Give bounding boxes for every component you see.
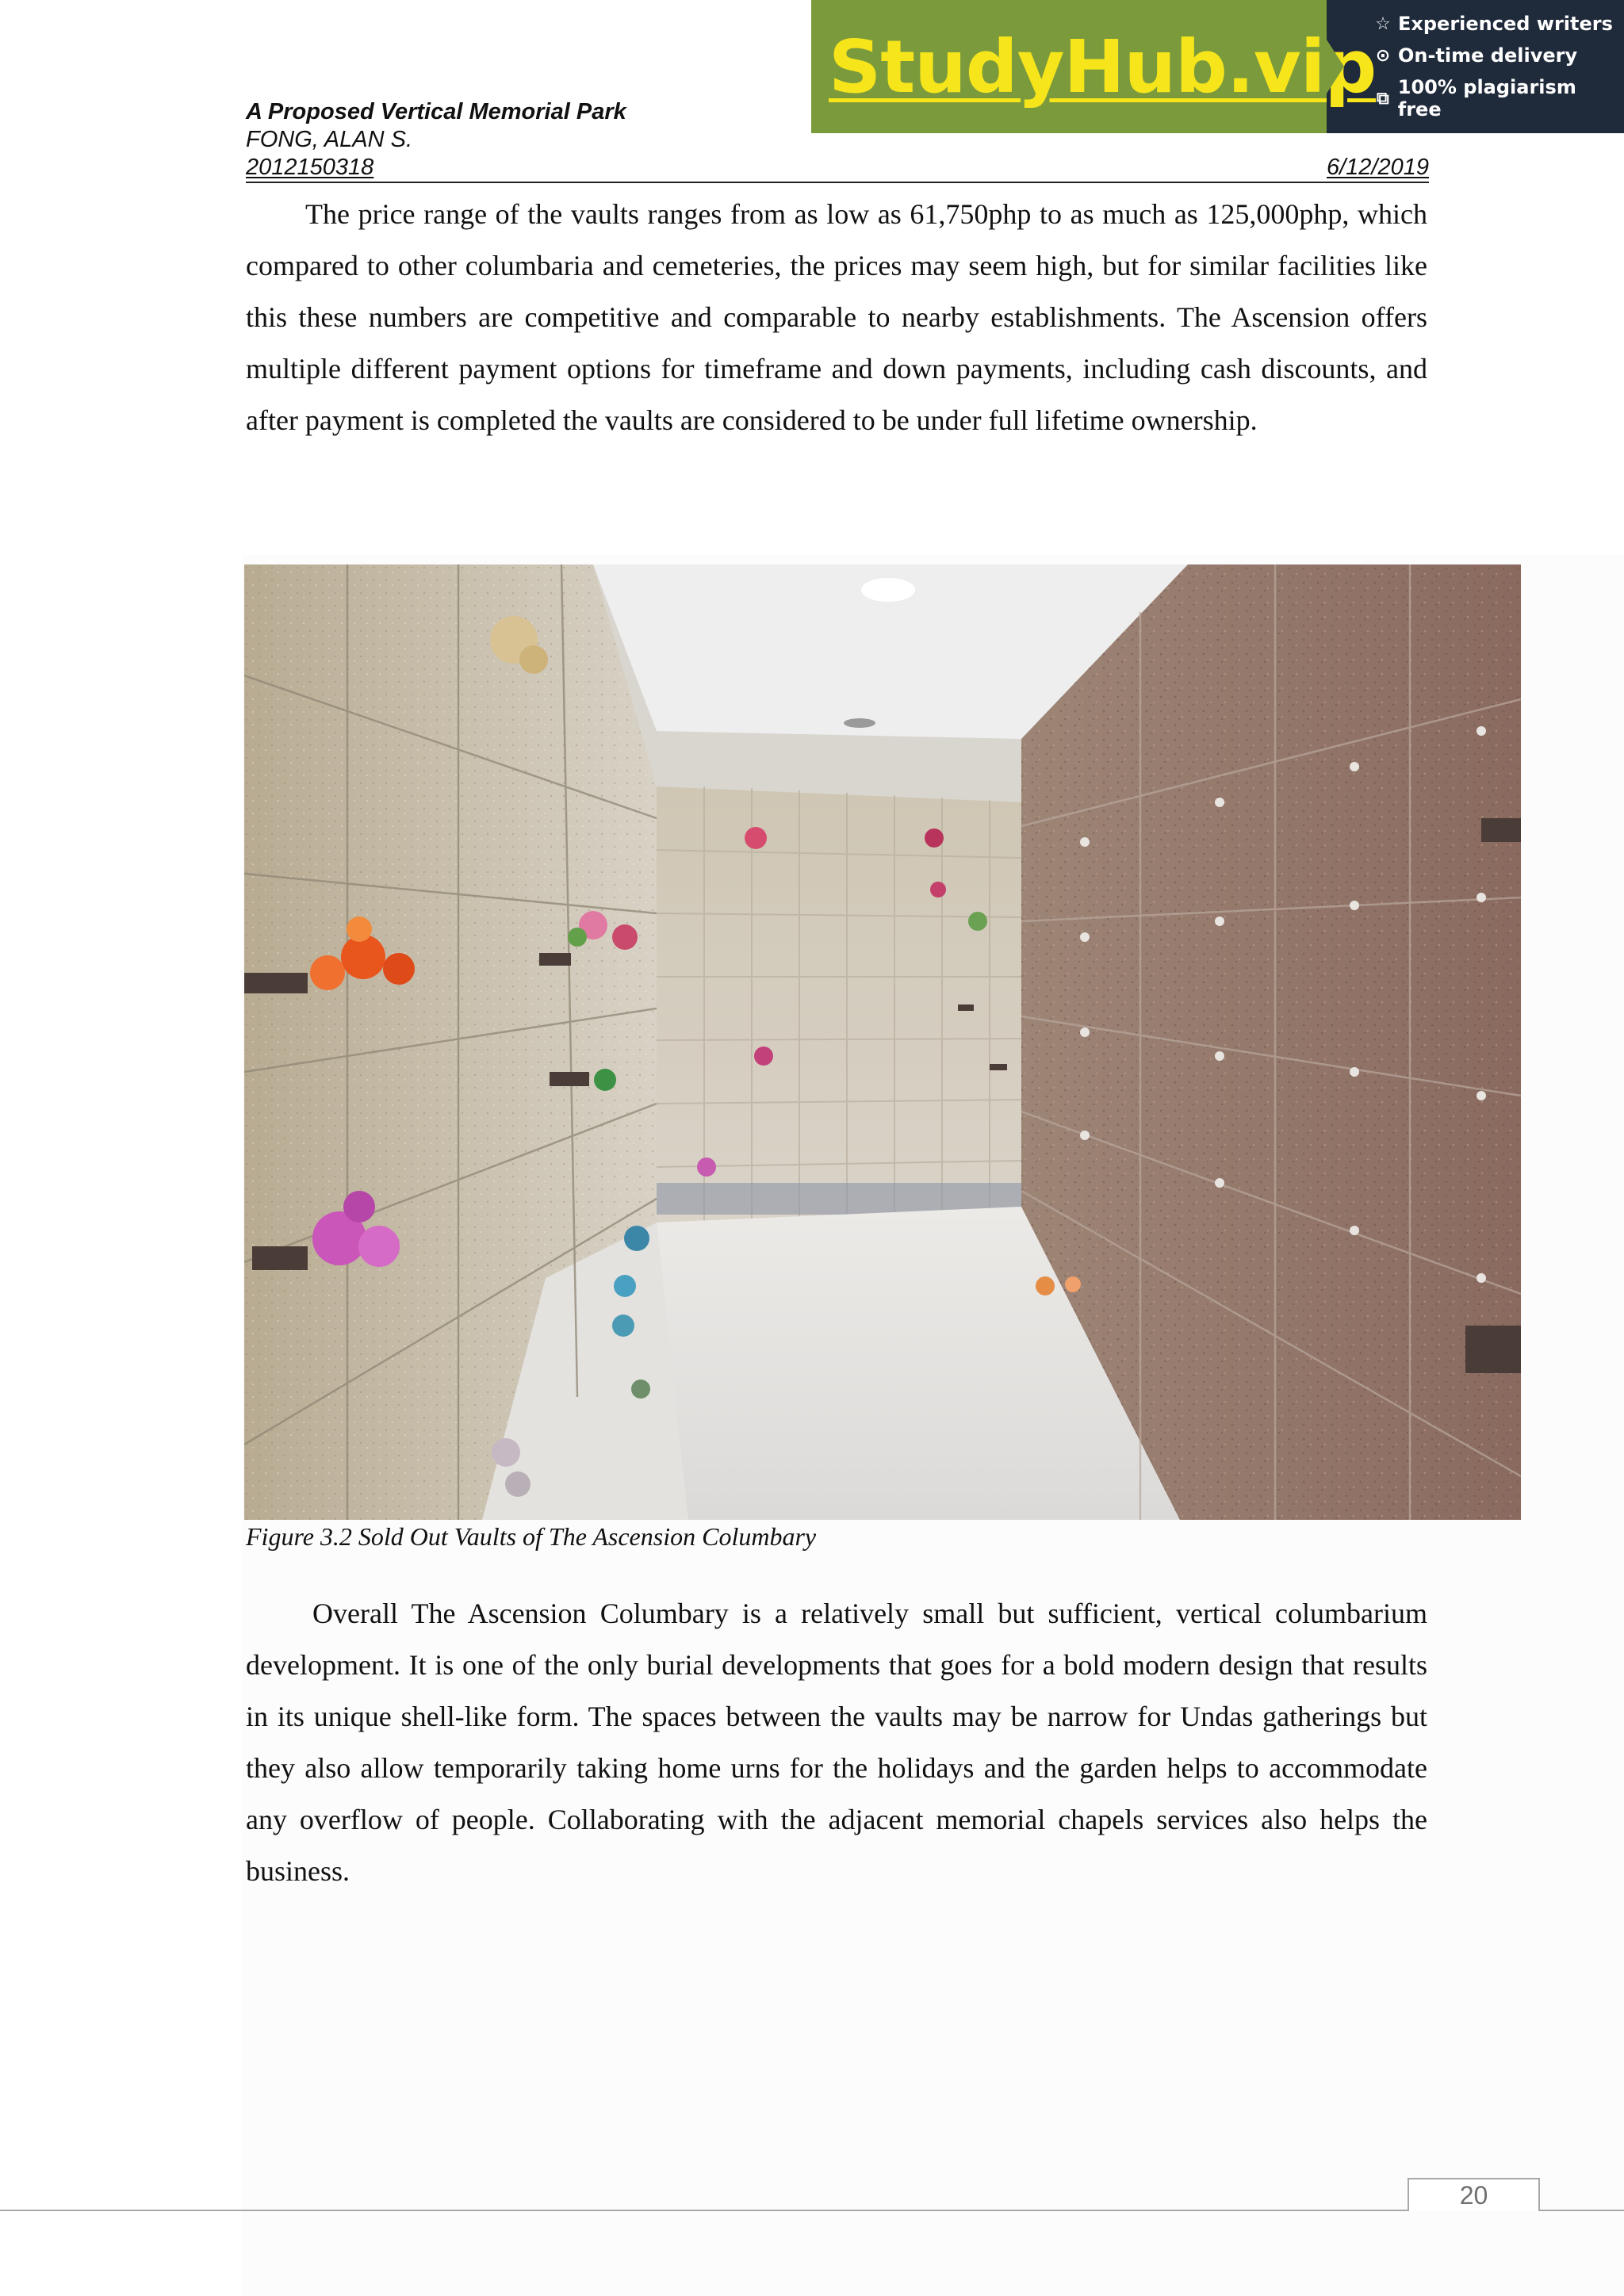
columbary-photo-illustration (244, 564, 1521, 1520)
header-date: 6/12/2019 (1326, 155, 1429, 180)
feature-delivery (1374, 44, 1624, 67)
feature-writers-text: Experienced writers (1398, 13, 1613, 35)
star-icon: ☆ (1375, 13, 1391, 34)
figure-caption: Figure 3.2 Sold Out Vaults of The Ascension Columbary (246, 1522, 817, 1551)
feature-writers (1374, 13, 1624, 35)
body-paragraph-pricing: The price range of the vaults ranges from as low as 61,750php to as much as 125,000php, which compared to other columbaria and cemeteries, the prices may seem high, but for similar facilities like this these numbers are competitive and comparable to nearby establishments. The Ascension offers multiple different payment options for timeframe and down payments, including cash discounts, and after payment is completed the vaults are considered to be under full lifetime ownership. (246, 198, 1427, 436)
feature-plagiarism-text: 100% plagiarism free (1397, 76, 1576, 121)
footer-rule (0, 2210, 1624, 2211)
copy-check-icon: ⧉ (1377, 88, 1389, 109)
header-author: FONG, ALAN S. (246, 127, 413, 152)
header-student-id: 2012150318 (246, 155, 374, 180)
header-title: A Proposed Vertical Memorial Park (246, 99, 626, 124)
header-meta-row (246, 154, 1429, 183)
feature-delivery-text: On-time delivery (1398, 44, 1578, 67)
body-paragraph-overall: Overall The Ascension Columbary is a relatively small but sufficient, vertical columbarium development. It is one of the only burial developments that goes for a bold modern design that results in its unique shell-like form. The spaces between the vaults may be narrow for Undas gatherings but they also allow temporarily taking home urns for the holidays and the garden helps to accommodate any overflow of people. Collaborating with the adjacent memorial chapels services also helps the business. (246, 1598, 1427, 1887)
columbary-photo (244, 564, 1521, 1520)
clock-icon: ⊙ (1375, 45, 1391, 66)
logo-text: StudyHub.vip (829, 24, 1377, 109)
page-number: 20 (1408, 2178, 1540, 2211)
